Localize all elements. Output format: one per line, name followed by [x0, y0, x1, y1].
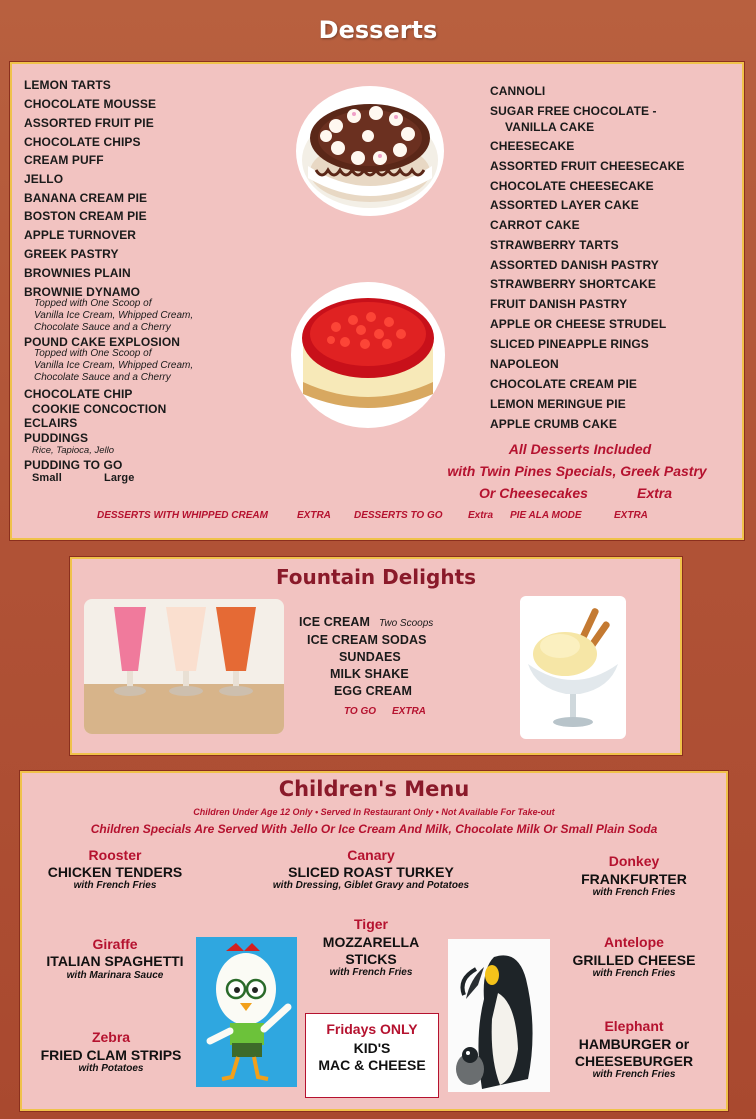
antelope-side: with French Fries	[592, 968, 676, 979]
cookie-concoction: COOKIE CONCOCTION	[32, 402, 167, 416]
children-rules: Children Under Age 12 Only • Served In Restaurant Only • Not Available For Take-out	[193, 807, 555, 817]
menu-item: APPLE TURNOVER	[24, 228, 137, 242]
pudding-large: Large	[104, 472, 135, 484]
menu-item: SUGAR FREE CHOCOLATE -	[490, 104, 657, 118]
pudding-to-go: PUDDING TO GO	[24, 458, 123, 472]
brownie-dynamo: BROWNIE DYNAMO	[24, 285, 141, 299]
pie-ala-mode-extra: EXTRA	[614, 510, 648, 521]
giraffe-dish: ITALIAN SPAGHETTI	[46, 953, 184, 969]
canary-side: with Dressing, Giblet Gravy and Potatoes	[272, 880, 470, 891]
donkey-name: Donkey	[608, 853, 660, 869]
included-note-line3: Or Cheesecakes	[479, 485, 588, 501]
ice-cream-note: Two Scoops	[379, 618, 434, 629]
menu-item: SUNDAES	[339, 650, 401, 664]
menu-item: MILK SHAKE	[330, 667, 409, 681]
menu-item: LEMON MERINGUE PIE	[490, 397, 626, 411]
menu-item: NAPOLEON	[490, 357, 559, 371]
item-description: Chocolate Sauce and a Cherry	[34, 322, 171, 333]
menu-item: ASSORTED LAYER CAKE	[490, 198, 639, 212]
menu-item: STRAWBERRY TARTS	[490, 238, 619, 252]
menu-item: SLICED PINEAPPLE RINGS	[490, 337, 649, 351]
menu-item: APPLE OR CHEESE STRUDEL	[490, 317, 667, 331]
antelope-name: Antelope	[604, 934, 664, 950]
menu-item: BROWNIES PLAIN	[24, 266, 131, 280]
eclairs: ECLAIRS	[24, 416, 78, 430]
whipped-cream-label: DESSERTS WITH WHIPPED CREAM	[97, 510, 268, 521]
item-description: Topped with One Scoop of	[34, 348, 152, 359]
giraffe-side: with Marinara Sauce	[66, 970, 164, 981]
giraffe-name: Giraffe	[92, 936, 138, 952]
menu-item: EGG CREAM	[334, 684, 412, 698]
fridays-label: Fridays ONLY	[326, 1021, 418, 1037]
included-note-line2: with Twin Pines Specials, Greek Pastry	[447, 463, 707, 479]
canary-dish: SLICED ROAST TURKEY	[288, 864, 454, 880]
desserts-to-go-extra: Extra	[468, 510, 494, 521]
menu-item: BANANA CREAM PIE	[24, 191, 148, 205]
elephant-side: with French Fries	[592, 1069, 676, 1080]
menu-item: ASSORTED FRUIT PIE	[24, 116, 154, 130]
pie-ala-mode-label: PIE ALA MODE	[510, 510, 582, 521]
tiger-dish-line1: MOZZARELLA	[322, 934, 420, 950]
canary-name: Canary	[347, 847, 395, 863]
menu-item: ICE CREAM SODAS	[307, 633, 427, 647]
menu-item: LEMON TARTS	[24, 78, 111, 92]
desserts-title: Desserts	[318, 16, 438, 44]
menu-item: FRUIT DANISH PASTRY	[490, 297, 628, 311]
ice-cream: ICE CREAM	[299, 615, 371, 629]
menu-item: CHOCOLATE CHEESECAKE	[490, 179, 654, 193]
cheesecake-photo	[291, 282, 445, 428]
rooster-side: with French Fries	[73, 880, 157, 891]
milkshakes-photo	[84, 599, 284, 734]
children-title: Children's Menu	[278, 777, 470, 801]
fridays-dish-line1: KID'S	[353, 1040, 391, 1056]
menu-item: CREAM PUFF	[24, 153, 104, 167]
antelope-dish: GRILLED CHEESE	[572, 952, 696, 968]
pudding-small: Small	[32, 472, 62, 484]
item-description: Topped with One Scoop of	[34, 298, 152, 309]
fountain-to-go: TO GO	[344, 706, 377, 717]
included-note-line1: All Desserts Included	[508, 441, 652, 457]
included-note-extra: Extra	[637, 485, 673, 501]
menu-item: CHOCOLATE CREAM PIE	[490, 377, 638, 391]
children-specials: Children Specials Are Served With Jello Or Ice Cream And Milk, Chocolate Milk Or Small Plain Soda	[90, 822, 658, 836]
fountain-title: Fountain Delights	[275, 565, 477, 589]
zebra-name: Zebra	[91, 1029, 131, 1045]
elephant-name: Elephant	[604, 1018, 664, 1034]
elephant-dish-line2: CHEESEBURGER	[574, 1053, 694, 1069]
pound-cake-explosion: POUND CAKE EXPLOSION	[24, 335, 181, 349]
item-description: Rice, Tapioca, Jello	[32, 445, 115, 456]
menu-item: VANILLA CAKE	[505, 120, 595, 134]
whipped-cream-extra: EXTRA	[297, 510, 331, 521]
menu-item: ASSORTED DANISH PASTRY	[490, 258, 659, 272]
menu-item: CHEESECAKE	[490, 139, 575, 153]
layer-cake-photo	[296, 86, 444, 216]
penguin-image	[448, 939, 550, 1092]
desserts-to-go-label: DESSERTS TO GO	[354, 510, 443, 521]
rooster-dish: CHICKEN TENDERS	[47, 864, 183, 880]
menu-item: CHOCOLATE CHIPS	[24, 135, 141, 149]
menu-item: ASSORTED FRUIT CHEESECAKE	[490, 159, 685, 173]
menu-item: CARROT CAKE	[490, 218, 580, 232]
menu-item: GREEK PASTRY	[24, 247, 119, 261]
fountain-to-go-extra: EXTRA	[392, 706, 426, 717]
sundae-photo	[520, 596, 626, 739]
donkey-side: with French Fries	[592, 887, 676, 898]
item-description: Chocolate Sauce and a Cherry	[34, 372, 171, 383]
menu-item: CHOCOLATE MOUSSE	[24, 97, 157, 111]
menu-item: BOSTON CREAM PIE	[24, 209, 147, 223]
elephant-dish-line1: HAMBURGER or	[578, 1036, 690, 1052]
chocolate-chip: CHOCOLATE CHIP	[24, 387, 133, 401]
menu-item: JELLO	[24, 172, 64, 186]
rooster-name: Rooster	[88, 847, 142, 863]
menu-item: CANNOLI	[490, 84, 546, 98]
zebra-dish: FRIED CLAM STRIPS	[40, 1047, 182, 1063]
tiger-side: with French Fries	[329, 967, 413, 978]
chicken-cartoon-image	[196, 937, 297, 1087]
tiger-dish-line2: STICKS	[345, 951, 397, 967]
item-description: Vanilla Ice Cream, Whipped Cream,	[34, 360, 194, 371]
menu-item: STRAWBERRY SHORTCAKE	[490, 277, 657, 291]
puddings: PUDDINGS	[24, 431, 89, 445]
tiger-name: Tiger	[354, 916, 388, 932]
zebra-side: with Potatoes	[78, 1063, 144, 1074]
donkey-dish: FRANKFURTER	[581, 871, 687, 887]
fridays-dish-line2: MAC & CHEESE	[318, 1057, 426, 1073]
menu-item: APPLE CRUMB CAKE	[490, 417, 617, 431]
item-description: Vanilla Ice Cream, Whipped Cream,	[34, 310, 194, 321]
